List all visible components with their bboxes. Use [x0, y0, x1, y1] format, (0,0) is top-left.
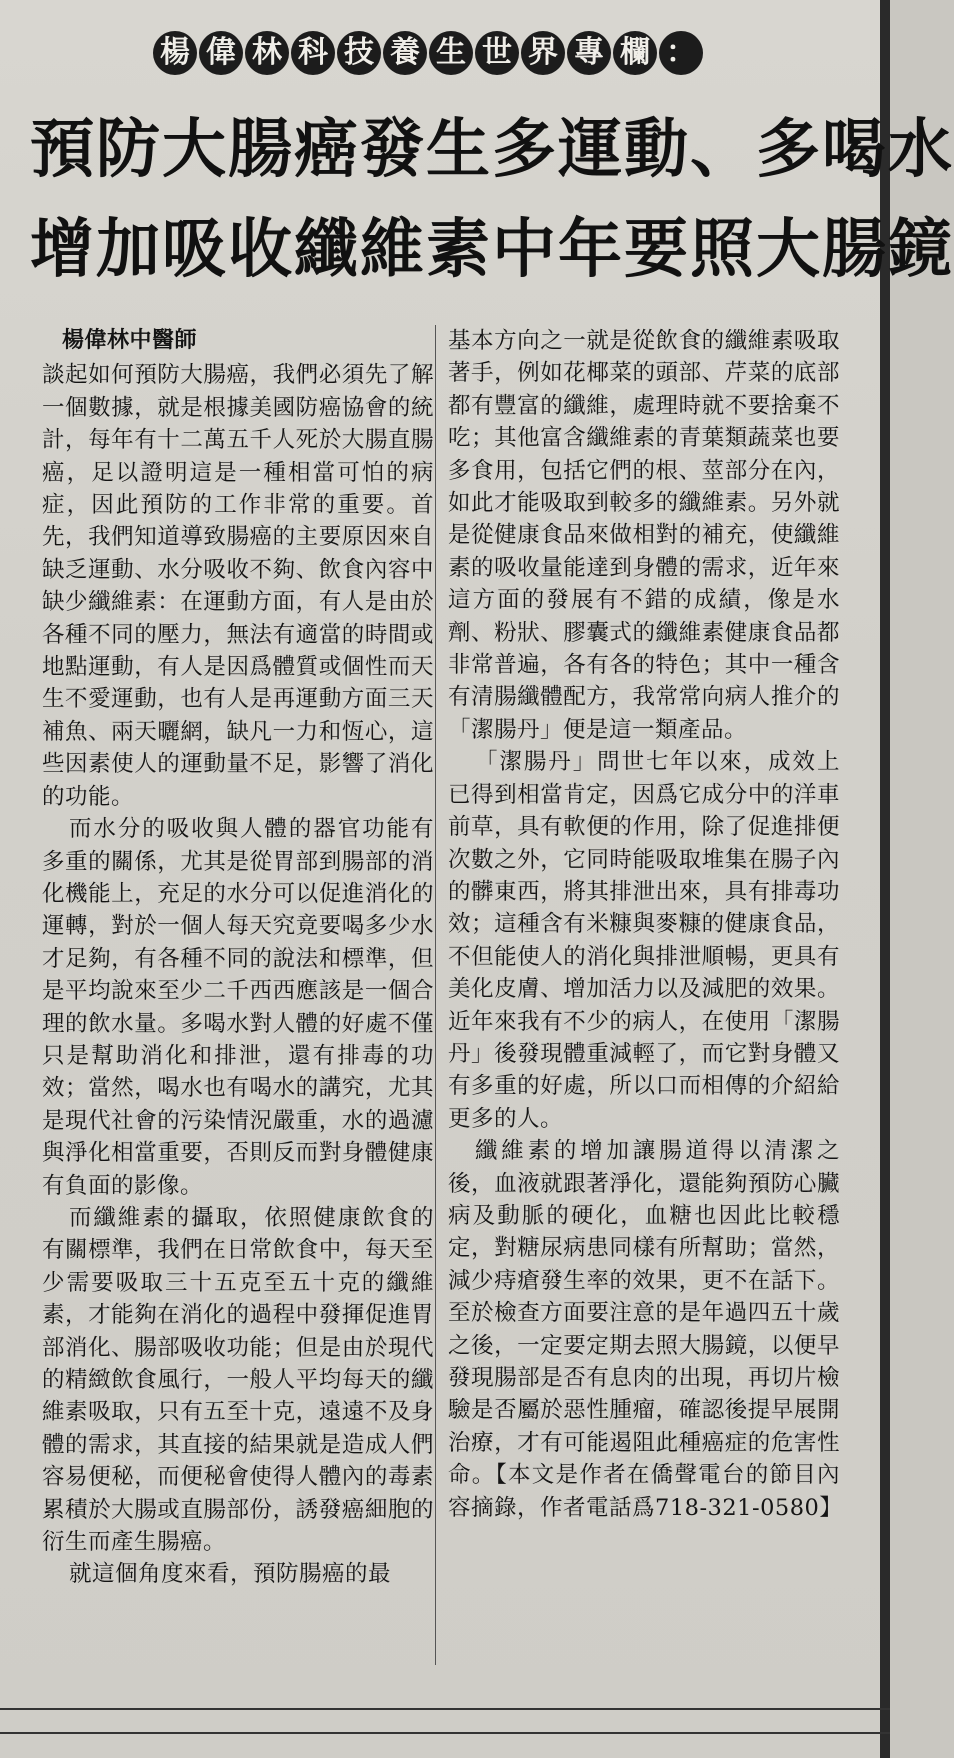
banner-char: ：	[659, 31, 703, 75]
banner-char: 養	[383, 31, 427, 75]
headline-row-2	[30, 200, 954, 300]
headline-line1-right: 多運動、多喝水	[492, 113, 954, 187]
paragraph: 談起如何預防大腸癌，我們必須先了解一個數據，就是根據美國防癌協會的統計，每年有十二萬五千人死於大腸直腸癌，足以證明這是一種相當可怕的病症，因此預防的工作非常的重要。首先，我們知道導致腸癌的主要原因來自缺乏運動、水分吸收不夠、飲食內容中缺少纖維素：在運動方面，有人是由於各種不同的壓力，無法有適當的時間或地點運動，有人是因爲體質或個性而天生不愛運動，也有人是再運動方面三天補魚、兩天曬網，缺凡一力和恆心，這些因素使人的運動量不足，影響了消化的功能。	[42, 362, 434, 810]
banner-char: 科	[291, 31, 335, 75]
banner-char: 楊	[153, 31, 197, 75]
paragraph: 纖維素的增加讓腸道得以清潔之後，血液就跟著淨化，還能夠預防心臟病及動脈的硬化，血糖也因此比較穩定，對糖尿病患同樣有所幫助；當然，減少痔瘡發生率的效果，更不在話下。至於檢查方面要注意的是年過四五十歲之後，一定要定期去照大腸鏡，以便早發現腸部是否有息肉的出現，再切片檢驗是否屬於惡性腫瘤，確認後提早展開治療，才有可能遏阻此種癌症的危害性命。【本文是作者在僑聲電台的節目內容摘錄，作者電話爲718-321-0580】	[448, 1138, 843, 1521]
banner-char: 生	[429, 31, 473, 75]
headline	[30, 100, 954, 300]
column-divider	[435, 325, 436, 1665]
banner-char: 欄	[613, 31, 657, 75]
headline-row-1	[30, 100, 954, 200]
column-banner-band	[92, 22, 764, 84]
headline-line1-left: 預防大腸癌發生	[30, 113, 492, 187]
banner-char: 專	[567, 31, 611, 75]
banner-char: 世	[475, 31, 519, 75]
banner-char: 偉	[199, 31, 243, 75]
banner-char: 林	[245, 31, 289, 75]
paragraph: 「潔腸丹」問世七年以來，成效上已得到相當肯定，因爲它成分中的洋車前草，具有軟便的作用，除了促進排便次數之外，它同時能吸取堆集在腸子內的髒東西，將其排泄出來，具有排毒功效；這種含有米糠與麥糠的健康食品，不但能使人的消化與排泄順暢，更具有美化皮膚、增加活力以及減肥的效果。近年來我有不少的病人，在使用「潔腸丹」後發現體重減輕了，而它對身體又有多重的好處，所以口而相傳的介紹給更多的人。	[448, 749, 840, 1132]
bottom-rule-lower	[0, 1732, 890, 1734]
article-body	[30, 325, 860, 1705]
paragraph: 基本方向之一就是從飲食的纖維素吸取著手，例如花椰菜的頭部、芹菜的底部都有豐富的纖維，處理時就不要捨棄不吃；其他富含纖維素的青葉類蔬菜也要多食用，包括它們的根、莖部分在內，如此才能吸取到較多的纖維素。另外就是從健康食品來做相對的補充，使纖維素的吸收量能達到身體的需求，近年來這方面的發展有不錯的成績，像是水劑、粉狀、膠囊式的纖維素健康食品都非常普遍，各有各的特色；其中一種含有清腸纖體配方，我常常向病人推介的「潔腸丹」便是這一類產品。	[448, 328, 840, 743]
byline: 楊偉林中醫師	[62, 328, 198, 353]
banner-char: 技	[337, 31, 381, 75]
paragraph: 就這個角度來看，預防腸癌的最	[69, 1561, 392, 1588]
headline-line2-right: 中年要照大腸鏡	[492, 213, 954, 287]
paragraph: 而水分的吸收與人體的器官功能有多重的關係，尤其是從胃部到腸部的消化機能上，充足的水分可以促進消化的運轉，對於一個人每天究竟要喝多少水才足夠，有各種不同的說法和標準，但是平均說來至少二千西西應該是一個合理的飲水量。多喝水對人體的好處不僅只是幫助消化和排泄，還有排毒的功效；當然，喝水也有喝水的講究，尤其是現代社會的污染情況嚴重，水的過濾與淨化相當重要，否則反而對身體健康有負面的影像。	[42, 816, 434, 1199]
column-banner	[153, 31, 703, 75]
paragraph: 而纖維素的攝取，依照健康飲食的有關標準，我們在日常飲食中，每天至少需要吸取三十五克至五十克的纖維素，才能夠在消化的過程中發揮促進胃部消化、腸部吸收功能；但是由於現代的精緻飲食風行，一般人平均每天的纖維素吸取，只有五至十克，遠遠不及身體的需求，其直接的結果就是造成人們容易便秘，而便秘會使得人體內的毒素累積於大腸或直腸部份，誘發癌細胞的衍生而產生腸癌。	[42, 1204, 434, 1556]
article-column-left	[42, 325, 434, 1591]
headline-line2-left: 增加吸收纖維素	[30, 213, 492, 287]
bottom-rule	[0, 1708, 890, 1710]
article-column-right	[448, 325, 843, 1524]
banner-char: 界	[521, 31, 565, 75]
